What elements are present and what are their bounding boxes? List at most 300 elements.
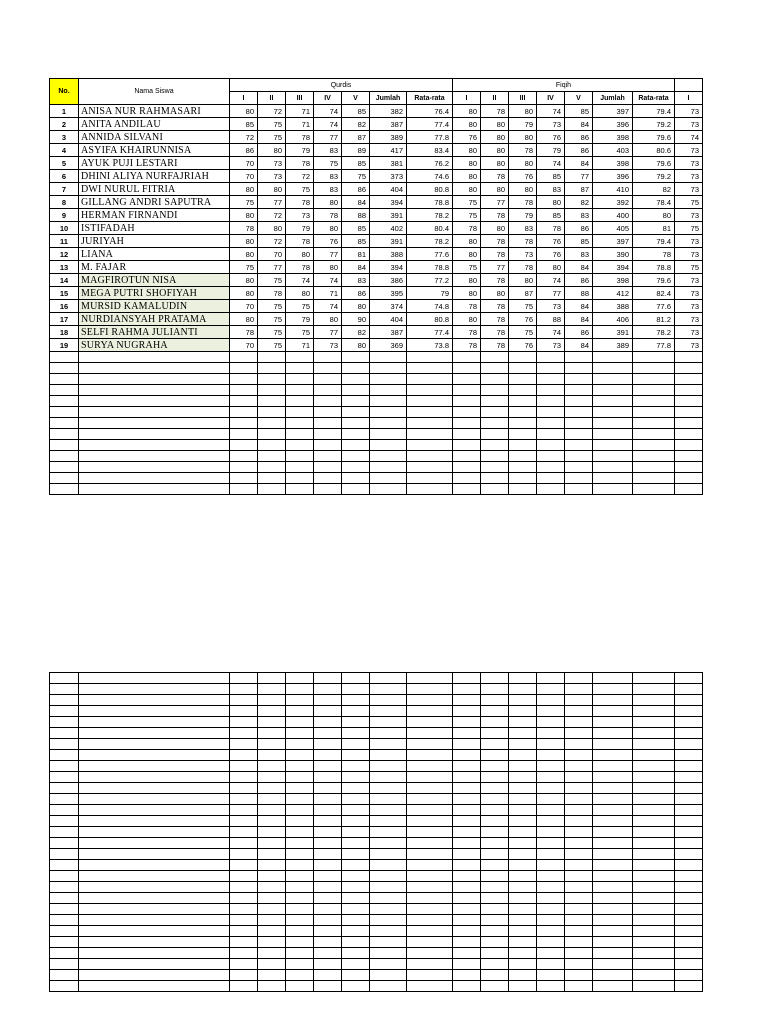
empty-cell xyxy=(50,484,79,495)
empty-cell xyxy=(481,937,509,948)
empty-cell xyxy=(258,882,286,893)
empty-cell xyxy=(258,761,286,772)
score-cell: 83 xyxy=(314,144,342,157)
empty-cell xyxy=(537,462,565,473)
empty-cell xyxy=(509,959,537,970)
empty-cell xyxy=(342,684,370,695)
empty-cell xyxy=(633,959,675,970)
empty-cell xyxy=(314,396,342,407)
subheader-cell: III xyxy=(509,92,537,105)
score-cell: 404 xyxy=(370,313,407,326)
empty-cell xyxy=(633,684,675,695)
empty-cell xyxy=(342,695,370,706)
empty-cell xyxy=(286,451,314,462)
empty-cell xyxy=(593,440,633,451)
empty-cell xyxy=(230,772,258,783)
score-cell: 72 xyxy=(230,131,258,144)
empty-row xyxy=(50,882,703,893)
score-cell: 86 xyxy=(565,144,593,157)
empty-cell xyxy=(509,440,537,451)
empty-cell xyxy=(370,981,407,992)
empty-cell xyxy=(453,484,481,495)
empty-cell xyxy=(633,673,675,684)
score-cell: 387 xyxy=(370,326,407,339)
empty-cell xyxy=(79,981,230,992)
score-cell: 80 xyxy=(453,313,481,326)
empty-cell xyxy=(537,684,565,695)
score-cell: 75 xyxy=(258,274,286,287)
empty-cell xyxy=(509,473,537,484)
score-cell: 90 xyxy=(342,313,370,326)
empty-cell xyxy=(537,783,565,794)
empty-cell xyxy=(565,673,593,684)
empty-cell xyxy=(453,948,481,959)
score-cell: 412 xyxy=(593,287,633,300)
empty-cell xyxy=(481,970,509,981)
empty-cell xyxy=(453,783,481,794)
empty-cell xyxy=(50,363,79,374)
empty-cell xyxy=(453,374,481,385)
empty-cell xyxy=(453,926,481,937)
empty-cell xyxy=(370,838,407,849)
empty-cell xyxy=(314,794,342,805)
student-name: ANNIDA SILVANI xyxy=(79,131,230,144)
empty-cell xyxy=(481,915,509,926)
student-name: M. FAJAR xyxy=(79,261,230,274)
empty-cell xyxy=(565,838,593,849)
student-name: GILLANG ANDRI SAPUTRA xyxy=(79,196,230,209)
empty-cell xyxy=(565,893,593,904)
empty-cell xyxy=(342,893,370,904)
empty-cell xyxy=(258,717,286,728)
student-name: ANITA ANDILAU xyxy=(79,118,230,131)
empty-cell xyxy=(675,473,703,484)
empty-cell xyxy=(286,440,314,451)
empty-cell xyxy=(258,684,286,695)
score-cell: 80 xyxy=(453,144,481,157)
score-cell: 78 xyxy=(258,287,286,300)
empty-cell xyxy=(79,783,230,794)
empty-cell xyxy=(79,396,230,407)
row-number: 16 xyxy=(50,300,79,313)
header-next-subject xyxy=(675,79,703,92)
empty-row xyxy=(50,396,703,407)
score-cell: 79 xyxy=(407,287,453,300)
empty-cell xyxy=(593,750,633,761)
score-cell: 76 xyxy=(509,170,537,183)
empty-cell xyxy=(565,374,593,385)
empty-cell xyxy=(481,959,509,970)
score-cell: 78.4 xyxy=(633,196,675,209)
empty-cell xyxy=(481,893,509,904)
student-name: ANISA NUR RAHMASARI xyxy=(79,105,230,118)
table-row xyxy=(50,248,703,261)
empty-cell xyxy=(258,484,286,495)
empty-cell xyxy=(633,385,675,396)
score-cell: 74 xyxy=(537,274,565,287)
score-cell: 84 xyxy=(565,313,593,326)
empty-cell xyxy=(633,794,675,805)
empty-cell xyxy=(675,462,703,473)
empty-cell xyxy=(565,871,593,882)
score-cell: 72 xyxy=(258,235,286,248)
empty-cell xyxy=(50,904,79,915)
empty-cell xyxy=(258,816,286,827)
empty-cell xyxy=(314,418,342,429)
empty-cell xyxy=(79,673,230,684)
empty-cell xyxy=(258,352,286,363)
empty-cell xyxy=(230,484,258,495)
score-cell: 417 xyxy=(370,144,407,157)
table-row xyxy=(50,235,703,248)
empty-cell xyxy=(50,981,79,992)
empty-row xyxy=(50,363,703,374)
empty-cell xyxy=(593,695,633,706)
empty-cell xyxy=(509,385,537,396)
score-cell: 80 xyxy=(286,287,314,300)
score-cell: 80 xyxy=(481,131,509,144)
empty-cell xyxy=(407,396,453,407)
empty-cell xyxy=(258,893,286,904)
score-cell: 80 xyxy=(509,131,537,144)
empty-row xyxy=(50,462,703,473)
empty-cell xyxy=(407,684,453,695)
empty-cell xyxy=(370,440,407,451)
empty-cell xyxy=(537,761,565,772)
empty-cell xyxy=(565,805,593,816)
empty-cell xyxy=(453,717,481,728)
empty-cell xyxy=(258,838,286,849)
score-cell: 73 xyxy=(675,157,703,170)
score-cell: 83 xyxy=(537,183,565,196)
empty-cell xyxy=(314,783,342,794)
empty-cell xyxy=(453,871,481,882)
score-cell: 73 xyxy=(675,274,703,287)
empty-cell xyxy=(407,484,453,495)
empty-cell xyxy=(314,717,342,728)
empty-cell xyxy=(286,739,314,750)
empty-cell xyxy=(509,970,537,981)
score-cell: 78.8 xyxy=(407,261,453,274)
empty-cell xyxy=(79,937,230,948)
empty-cell xyxy=(50,750,79,761)
empty-cell xyxy=(370,750,407,761)
score-cell: 79 xyxy=(509,118,537,131)
score-cell: 78 xyxy=(481,274,509,287)
empty-cell xyxy=(593,429,633,440)
empty-cell xyxy=(79,462,230,473)
score-cell: 80 xyxy=(453,105,481,118)
empty-cell xyxy=(370,728,407,739)
empty-cell xyxy=(565,429,593,440)
empty-cell xyxy=(258,915,286,926)
empty-cell xyxy=(370,396,407,407)
empty-row xyxy=(50,374,703,385)
score-cell: 88 xyxy=(537,313,565,326)
empty-cell xyxy=(230,860,258,871)
empty-row xyxy=(50,385,703,396)
row-number: 2 xyxy=(50,118,79,131)
empty-cell xyxy=(509,915,537,926)
score-cell: 76 xyxy=(537,131,565,144)
row-number: 5 xyxy=(50,157,79,170)
score-cell: 75 xyxy=(258,118,286,131)
empty-row xyxy=(50,959,703,970)
empty-cell xyxy=(50,882,79,893)
empty-cell xyxy=(370,352,407,363)
empty-cell xyxy=(565,827,593,838)
empty-cell xyxy=(407,407,453,418)
row-number: 1 xyxy=(50,105,79,118)
empty-cell xyxy=(481,926,509,937)
score-cell: 78 xyxy=(453,222,481,235)
score-cell: 80 xyxy=(230,287,258,300)
score-cell: 405 xyxy=(593,222,633,235)
score-cell: 80 xyxy=(453,287,481,300)
empty-cell xyxy=(407,959,453,970)
empty-cell xyxy=(481,407,509,418)
empty-cell xyxy=(50,739,79,750)
empty-cell xyxy=(230,827,258,838)
student-name: SELFI RAHMA JULIANTI xyxy=(79,326,230,339)
table-row xyxy=(50,118,703,131)
score-cell: 78.2 xyxy=(407,235,453,248)
empty-cell xyxy=(258,871,286,882)
empty-cell xyxy=(286,816,314,827)
score-cell: 78 xyxy=(481,209,509,222)
empty-row xyxy=(50,418,703,429)
empty-cell xyxy=(407,429,453,440)
empty-cell xyxy=(314,805,342,816)
empty-cell xyxy=(314,739,342,750)
empty-cell xyxy=(50,462,79,473)
empty-cell xyxy=(370,363,407,374)
empty-cell xyxy=(370,926,407,937)
empty-cell xyxy=(407,473,453,484)
empty-cell xyxy=(79,352,230,363)
score-cell: 398 xyxy=(593,274,633,287)
row-number: 18 xyxy=(50,326,79,339)
empty-cell xyxy=(537,429,565,440)
empty-cell xyxy=(79,838,230,849)
empty-cell xyxy=(593,860,633,871)
empty-cell xyxy=(258,926,286,937)
score-cell: 87 xyxy=(342,131,370,144)
empty-cell xyxy=(230,473,258,484)
empty-row xyxy=(50,717,703,728)
empty-cell xyxy=(314,948,342,959)
empty-cell xyxy=(407,904,453,915)
empty-cell xyxy=(407,948,453,959)
score-cell: 78 xyxy=(481,339,509,352)
empty-cell xyxy=(537,407,565,418)
empty-cell xyxy=(258,860,286,871)
empty-cell xyxy=(453,462,481,473)
score-cell: 83 xyxy=(509,222,537,235)
empty-cell xyxy=(286,860,314,871)
empty-cell xyxy=(370,816,407,827)
empty-cell xyxy=(342,396,370,407)
score-cell: 79.6 xyxy=(633,274,675,287)
empty-cell xyxy=(453,816,481,827)
empty-cell xyxy=(370,717,407,728)
score-cell: 84 xyxy=(565,118,593,131)
score-cell: 80.6 xyxy=(633,144,675,157)
empty-cell xyxy=(453,827,481,838)
empty-cell xyxy=(675,937,703,948)
score-cell: 85 xyxy=(565,235,593,248)
empty-cell xyxy=(407,882,453,893)
empty-cell xyxy=(79,805,230,816)
score-cell: 80.4 xyxy=(407,222,453,235)
score-cell: 75 xyxy=(314,157,342,170)
empty-row xyxy=(50,407,703,418)
score-cell: 86 xyxy=(565,222,593,235)
empty-cell xyxy=(481,673,509,684)
score-cell: 77.2 xyxy=(407,274,453,287)
empty-cell xyxy=(675,860,703,871)
empty-cell xyxy=(593,783,633,794)
empty-cell xyxy=(342,374,370,385)
row-number: 4 xyxy=(50,144,79,157)
empty-cell xyxy=(537,948,565,959)
score-cell: 80 xyxy=(537,261,565,274)
empty-row xyxy=(50,772,703,783)
empty-cell xyxy=(675,363,703,374)
empty-cell xyxy=(509,849,537,860)
empty-cell xyxy=(537,772,565,783)
score-cell: 83 xyxy=(565,209,593,222)
empty-cell xyxy=(509,937,537,948)
empty-cell xyxy=(50,783,79,794)
empty-cell xyxy=(314,772,342,783)
empty-cell xyxy=(481,816,509,827)
empty-cell xyxy=(342,783,370,794)
empty-cell xyxy=(314,904,342,915)
empty-cell xyxy=(633,860,675,871)
score-cell: 73 xyxy=(537,300,565,313)
score-cell: 89 xyxy=(342,144,370,157)
empty-cell xyxy=(453,728,481,739)
empty-cell xyxy=(537,352,565,363)
empty-cell xyxy=(407,970,453,981)
empty-cell xyxy=(342,429,370,440)
empty-cell xyxy=(593,981,633,992)
empty-cell xyxy=(407,352,453,363)
score-cell: 70 xyxy=(230,300,258,313)
empty-cell xyxy=(593,970,633,981)
empty-cell xyxy=(79,728,230,739)
empty-cell xyxy=(286,959,314,970)
score-cell: 76 xyxy=(509,313,537,326)
empty-cell xyxy=(593,462,633,473)
empty-cell xyxy=(50,849,79,860)
empty-cell xyxy=(675,871,703,882)
score-cell: 78 xyxy=(481,300,509,313)
score-cell: 77 xyxy=(258,196,286,209)
score-cell: 81 xyxy=(342,248,370,261)
subheader-cell: V xyxy=(342,92,370,105)
score-cell: 73 xyxy=(675,183,703,196)
empty-cell xyxy=(481,484,509,495)
empty-cell xyxy=(230,750,258,761)
empty-row xyxy=(50,871,703,882)
score-cell: 390 xyxy=(593,248,633,261)
score-cell: 77.4 xyxy=(407,118,453,131)
score-cell: 85 xyxy=(342,105,370,118)
empty-cell xyxy=(481,684,509,695)
table-row xyxy=(50,222,703,235)
score-cell: 78 xyxy=(509,196,537,209)
student-name: DWI NURUL FITRIA xyxy=(79,183,230,196)
empty-cell xyxy=(633,484,675,495)
score-cell: 75 xyxy=(342,170,370,183)
score-cell: 80 xyxy=(509,105,537,118)
empty-cell xyxy=(633,750,675,761)
empty-cell xyxy=(453,673,481,684)
empty-cell xyxy=(633,981,675,992)
empty-row xyxy=(50,684,703,695)
empty-cell xyxy=(370,794,407,805)
empty-row xyxy=(50,739,703,750)
score-cell: 80 xyxy=(314,261,342,274)
empty-cell xyxy=(50,860,79,871)
score-cell: 80.8 xyxy=(407,183,453,196)
empty-cell xyxy=(509,981,537,992)
empty-cell xyxy=(509,717,537,728)
empty-cell xyxy=(565,440,593,451)
empty-cell xyxy=(286,871,314,882)
empty-cell xyxy=(342,673,370,684)
score-cell: 403 xyxy=(593,144,633,157)
score-cell: 79.6 xyxy=(633,131,675,144)
score-cell: 78 xyxy=(481,248,509,261)
score-cell: 80 xyxy=(509,157,537,170)
empty-cell xyxy=(509,739,537,750)
empty-cell xyxy=(633,728,675,739)
score-cell: 80 xyxy=(481,183,509,196)
row-number: 6 xyxy=(50,170,79,183)
empty-cell xyxy=(50,937,79,948)
empty-cell xyxy=(370,418,407,429)
empty-cell xyxy=(79,893,230,904)
subheader-cell: I xyxy=(453,92,481,105)
empty-cell xyxy=(314,706,342,717)
empty-cell xyxy=(633,396,675,407)
score-cell: 410 xyxy=(593,183,633,196)
empty-cell xyxy=(79,970,230,981)
empty-cell xyxy=(342,462,370,473)
empty-cell xyxy=(370,860,407,871)
empty-cell xyxy=(509,794,537,805)
header-fiqih: Fiqih xyxy=(453,79,675,92)
empty-cell xyxy=(50,772,79,783)
score-cell: 74 xyxy=(286,274,314,287)
score-cell: 83 xyxy=(565,248,593,261)
empty-cell xyxy=(537,484,565,495)
empty-cell xyxy=(453,893,481,904)
empty-cell xyxy=(509,783,537,794)
row-number: 9 xyxy=(50,209,79,222)
score-cell: 73 xyxy=(675,170,703,183)
empty-cell xyxy=(50,684,79,695)
empty-cell xyxy=(230,695,258,706)
score-cell: 78.8 xyxy=(633,261,675,274)
score-cell: 76 xyxy=(453,131,481,144)
empty-cell xyxy=(230,970,258,981)
score-cell: 75 xyxy=(258,313,286,326)
empty-cell xyxy=(509,484,537,495)
